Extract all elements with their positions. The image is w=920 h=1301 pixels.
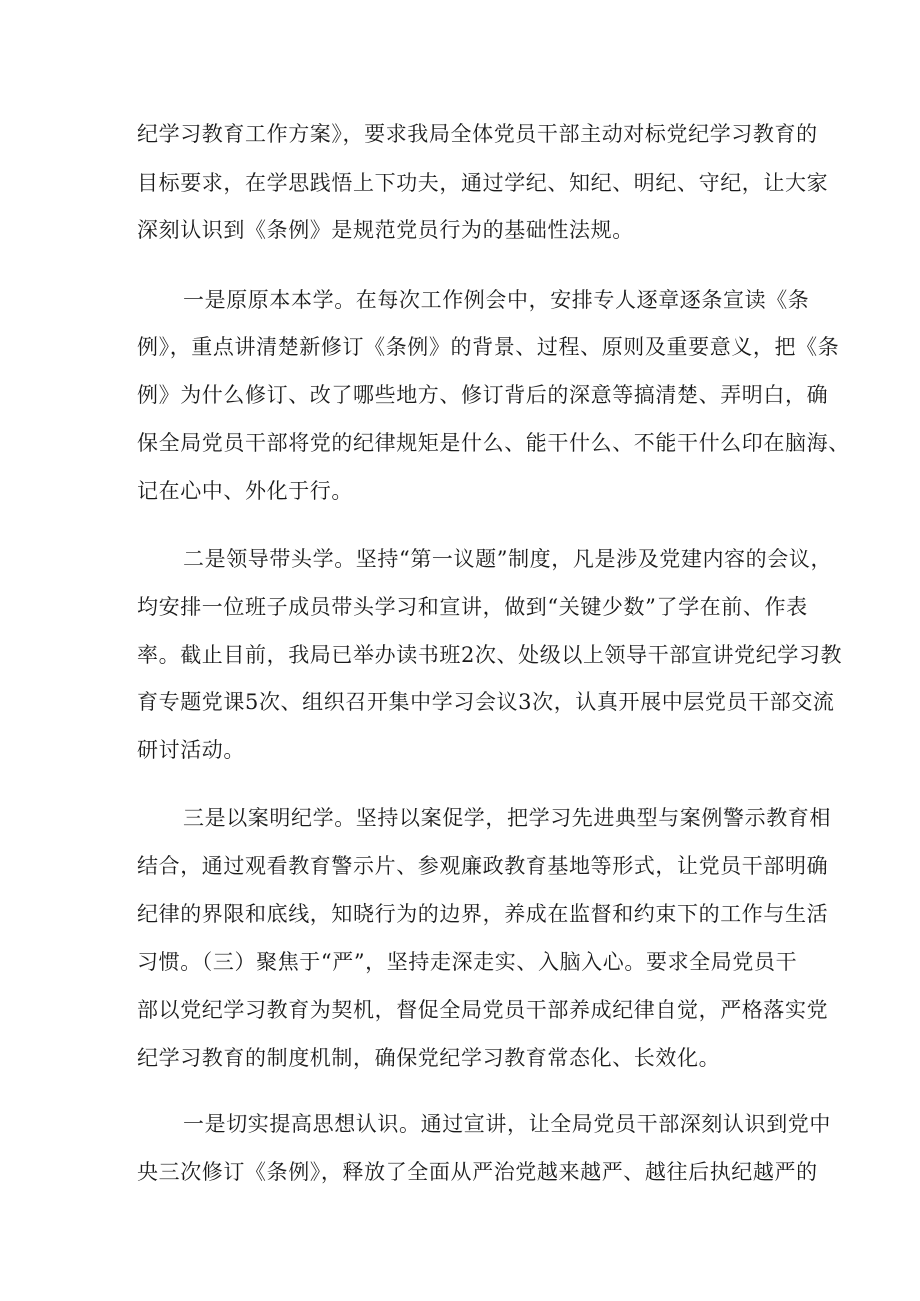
paragraph-4-line-3: 纪律的界限和底线，知晓行为的边界，养成在监督和约束下的工作与生活 xyxy=(137,902,829,926)
paragraph-2-line-4: 保全局党员干部将党的纪律规矩是什么、能干什么、不能干什么印在脑海、 xyxy=(137,431,850,455)
paragraph-2-line-2: 例》，重点讲清楚新修订《条例》的背景、过程、原则及重要意义，把《条 xyxy=(137,335,840,359)
paragraph-3-line-2: 均安排一位班子成员带头学习和宣讲，做到“关键少数”了学在前、作表 xyxy=(137,595,808,619)
paragraph-1-line-2: 目标要求，在学思践悟上下功夫，通过学纪、知纪、明纪、守纪，让大家 xyxy=(137,171,829,195)
paragraph-3-line-1: 二是领导带头学。坚持“第一议题”制度，凡是涉及党建内容的会议， xyxy=(183,547,833,571)
paragraph-3-line-4: 育专题党课5次、组织召开集中学习会议3次，认真开展中层党员干部交流 xyxy=(137,690,835,714)
paragraph-2-line-1: 一是原原本本学。在每次工作例会中，安排专人逐章逐条宣读《条 xyxy=(183,288,810,312)
paragraph-4-line-2: 结合，通过观看教育警示片、参观廉政教育基地等形式，让党员干部明确 xyxy=(137,854,829,878)
paragraph-2-line-3: 例》为什么修订、改了哪些地方、修订背后的深意等搞清楚、弄明白，确 xyxy=(137,383,829,407)
paragraph-5-line-2: 央三次修订《条例》，释放了全面从严治党越来越严、越往后执纪越严的 xyxy=(137,1160,818,1184)
paragraph-1-line-1: 纪学习教育工作方案》，要求我局全体党员干部主动对标党纪学习教育的 xyxy=(137,122,818,146)
paragraph-4-line-1: 三是以案明纪学。坚持以案促学，把学习先进典型与案例警示教育相 xyxy=(183,806,831,830)
paragraph-4-line-4: 习惯。（三）聚焦于“严”，坚持走深走实、入脑入心。要求全局党员干 xyxy=(137,950,798,974)
paragraph-3-line-3: 率。截止目前，我局已举办读书班2次、处级以上领导干部宣讲党纪学习教 xyxy=(137,643,843,667)
paragraph-5-line-1: 一是切实提高思想认识。通过宣讲，让全局党员干部深刻认识到党中 xyxy=(183,1112,831,1136)
paragraph-2-line-5: 记在心中、外化于行。 xyxy=(137,479,353,503)
paragraph-4-line-5: 部以党纪学习教育为契机，督促全局党员干部养成纪律自觉，严格落实党 xyxy=(137,998,829,1022)
paragraph-3-line-5: 研讨活动。 xyxy=(137,738,245,762)
paragraph-4-line-6: 纪学习教育的制度机制，确保党纪学习教育常态化、长效化。 xyxy=(137,1046,721,1070)
paragraph-1-line-3: 深刻认识到《条例》是规范党员行为的基础性法规。 xyxy=(137,218,634,242)
